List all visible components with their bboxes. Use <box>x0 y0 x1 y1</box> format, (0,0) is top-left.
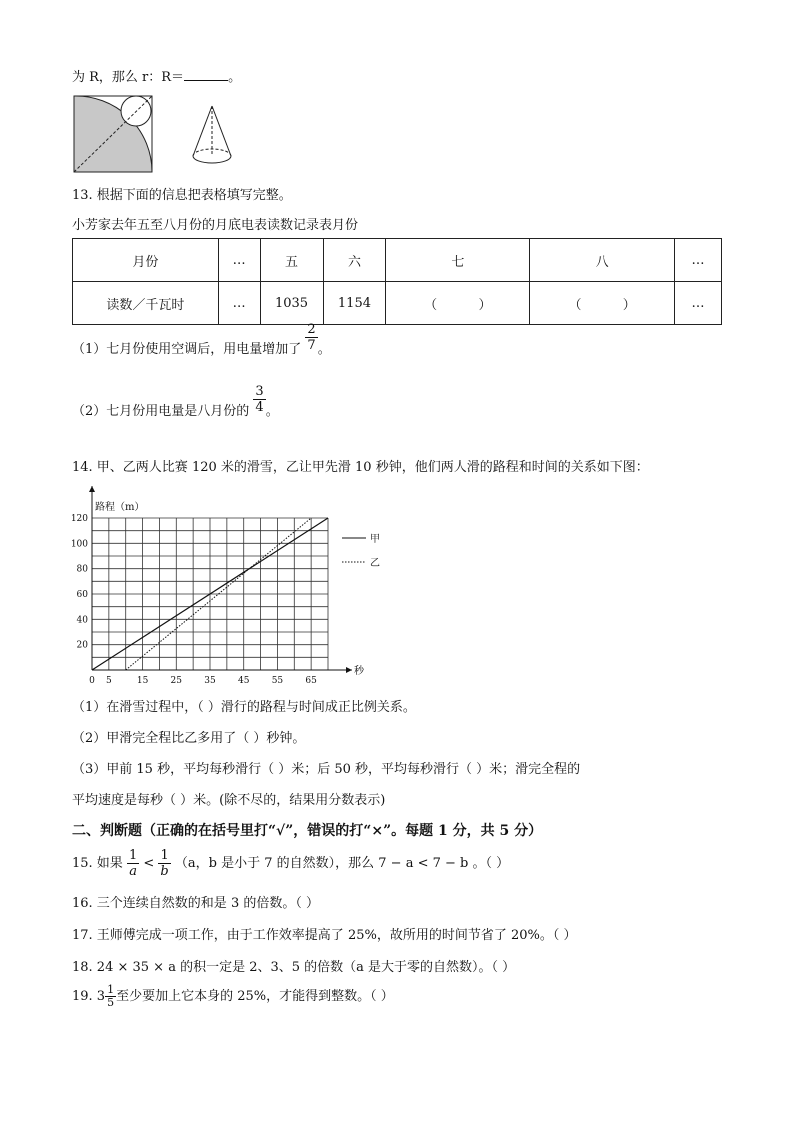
table-cell: … <box>675 282 722 325</box>
q14-title: 14. 甲、乙两人比赛 120 米的滑雪，乙让甲先滑 10 秒钟，他们两人滑的路程和时间的关系如下图： <box>72 460 649 475</box>
y-tick-label: 100 <box>70 539 88 550</box>
answer-cell-august[interactable]: （ ） <box>530 282 675 325</box>
table-row <box>73 282 722 325</box>
y-tick-label: 120 <box>70 514 88 524</box>
table-cell: 八 <box>530 239 675 282</box>
q13-note-1: （1）七月份使用空调后，用电量增加了 $\frac{2}{7}$ 。 <box>72 322 331 357</box>
table-cell: 七 <box>386 239 530 282</box>
q18: 18. 24 × 35 × a 的积一定是 2、3、5 的倍数（a 是大于零的自然数）。（ ） <box>72 960 516 975</box>
legend-label: 甲 <box>370 534 380 545</box>
table-cell: … <box>218 282 260 325</box>
y-tick-label: 80 <box>76 564 88 575</box>
table-caption: 小芳家去年五至八月份的月底电表读数记录表月份 <box>72 218 359 233</box>
q13-note-2: （2）七月份用电量是八月份的 $\frac{3}{4}$ 。 <box>72 384 279 419</box>
x-tick-label: 0 <box>89 676 95 686</box>
q16: 16. 三个连续自然数的和是 3 的倍数。（ ） <box>72 896 319 911</box>
answer-cell-july[interactable]: （ ） <box>386 282 530 325</box>
fraction: $\frac{3}{4}$ <box>255 384 264 415</box>
table-cell: … <box>218 239 260 282</box>
table-header-row <box>73 239 722 282</box>
table-cell: 1035 <box>260 282 323 325</box>
q14-sub-2: （2）甲滑完全程比乙多用了（ ）秒钟。 <box>72 731 306 746</box>
q14-sub-3b: 平均速度是每秒（ ）米。(除不尽的，结果用分数表示) <box>72 793 386 808</box>
y-tick-label: 60 <box>76 590 88 600</box>
meter-reading-table <box>72 238 722 325</box>
section-heading: 二、判断题（正确的在括号里打“√”，错误的打“×”。每题 1 分，共 5 分） <box>72 823 543 839</box>
x-tick-label: 55 <box>271 676 284 686</box>
x-tick-label: 15 <box>136 676 149 686</box>
q13-title: 13. 根据下面的信息把表格填写完整。 <box>72 188 292 203</box>
q14-sub-3a: （3）甲前 15 秒，平均每秒滑行（ ）米；后 50 秒，平均每秒滑行（ ）米；滑完全程的 <box>72 762 581 777</box>
fraction: $\frac{1}{b}$ <box>160 848 169 879</box>
x-tick-label: 35 <box>204 676 216 686</box>
q17: 17. 王师傅完成一项工作，由于工作效率提高了 25%，故所用的时间节省了 20%。（ ） <box>72 928 577 943</box>
fraction: $\frac{1}{a}$ <box>128 848 138 879</box>
table-cell: 读数／千瓦时 <box>73 282 219 325</box>
x-axis-label: 秒 <box>354 666 364 677</box>
q15: 15. 如果 $\frac{1}{a}$ < $\frac{1}{b}$ （a，b 是小于 7 的自然数），那么 7 − a < 7 − b 。（ ） <box>72 848 510 879</box>
q12-text: 为 R，那么 r：R＝ 。 <box>72 70 242 85</box>
table-cell: … <box>675 239 722 282</box>
cone-figure <box>188 104 236 170</box>
q19: 19. 3 $\frac{1}{5}$ 至少要加上它本身的 25%，才能得到整数。（ ） <box>72 983 394 1009</box>
q14-sub-1: （1）在滑雪过程中，（ ）滑行的路程与时间成正比例关系。 <box>72 700 416 715</box>
y-axis-label: 路程（m） <box>95 502 145 513</box>
x-tick-label: 5 <box>105 676 112 686</box>
y-tick-label: 40 <box>76 615 88 626</box>
table-cell: 月份 <box>73 239 219 282</box>
fraction: $\frac{2}{7}$ <box>307 322 316 353</box>
x-tick-label: 45 <box>237 676 250 686</box>
table-cell: 五 <box>260 239 323 282</box>
table-cell: 六 <box>323 239 386 282</box>
x-tick-label: 65 <box>305 676 317 686</box>
table-cell: 1154 <box>323 282 386 325</box>
y-axis-arrow <box>89 486 95 492</box>
y-tick-label: 20 <box>76 640 88 651</box>
answer-blank[interactable] <box>184 68 228 81</box>
x-tick-label: 25 <box>170 676 183 686</box>
fraction: $\frac{1}{5}$ <box>107 983 115 1009</box>
x-axis-arrow <box>346 667 352 673</box>
square-quarter-circle-figure <box>72 94 156 174</box>
legend-label: 乙 <box>370 558 380 569</box>
distance-time-chart <box>60 482 400 688</box>
